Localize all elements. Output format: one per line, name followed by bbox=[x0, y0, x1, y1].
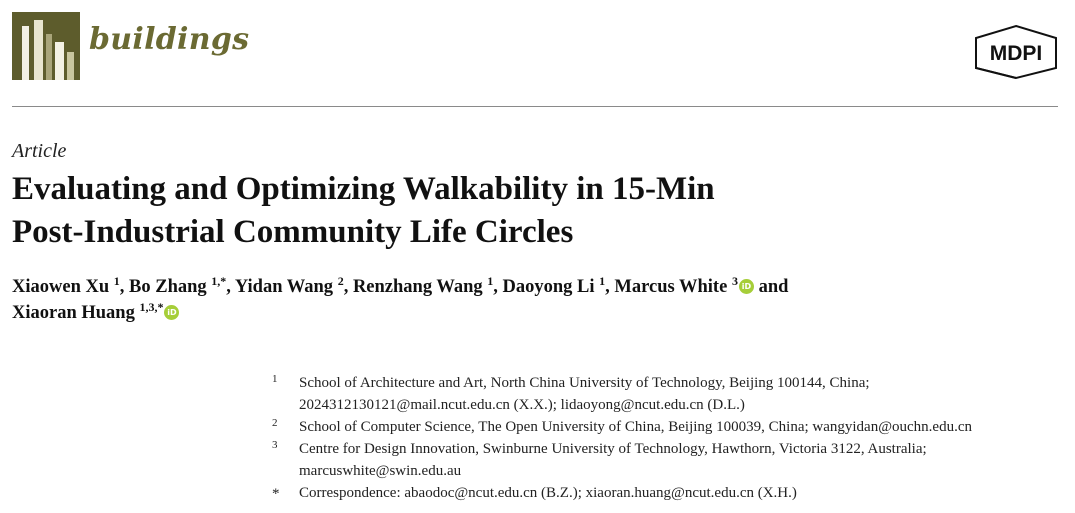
author-name: Renzhang Wang bbox=[352, 277, 483, 297]
author-affiliation-marker: 1 bbox=[599, 274, 606, 288]
affiliation-number: 3 bbox=[272, 439, 278, 451]
orcid-icon[interactable]: iD bbox=[739, 279, 754, 294]
correspondence-marker: * bbox=[272, 486, 280, 502]
affiliation-number: 2 bbox=[272, 417, 278, 429]
publisher-name: MDPI bbox=[989, 42, 1043, 65]
orcid-icon[interactable]: iD bbox=[164, 305, 179, 320]
title-line: Post-Industrial Community Life Circles bbox=[12, 214, 574, 250]
author-name: Marcus White bbox=[614, 277, 728, 297]
affiliation-item bbox=[272, 416, 1072, 438]
author-name: Xiaowen Xu bbox=[12, 277, 110, 297]
article-title bbox=[12, 168, 1012, 254]
journal-name: buildings bbox=[89, 22, 250, 57]
author-name: Daoyong Li bbox=[502, 277, 595, 297]
affiliation-text: Centre for Design Innovation, Swinburne University of Technology, Hawthorn, Victoria 3122, Australia; bbox=[299, 441, 927, 457]
author-name: Yidan Wang bbox=[234, 277, 334, 297]
author-affiliation-marker: 1 bbox=[487, 274, 494, 288]
affiliation-list bbox=[272, 372, 1072, 504]
header-divider bbox=[12, 106, 1058, 107]
affiliation-item bbox=[272, 438, 1072, 482]
affiliation-text: School of Architecture and Art, North China University of Technology, Beijing 100144, China; bbox=[299, 375, 870, 391]
article-type: Article bbox=[12, 140, 67, 162]
buildings-logo-icon bbox=[12, 12, 80, 80]
page-header bbox=[0, 0, 1075, 108]
author-name: Bo Zhang bbox=[129, 277, 207, 297]
mdpi-logo-icon bbox=[972, 24, 1060, 80]
author-affiliation-marker: 2 bbox=[337, 274, 344, 288]
affiliation-text: School of Computer Science, The Open University of China, Beijing 100039, China; wangyidan@ouchn.edu.cn bbox=[299, 419, 973, 435]
author-name: Xiaoran Huang bbox=[12, 303, 135, 323]
affiliation-email: 2024312130121@mail.ncut.edu.cn (X.X.); lidaoyong@ncut.edu.cn (D.L.) bbox=[299, 397, 745, 413]
author-affiliation-marker: 3 bbox=[731, 274, 738, 288]
correspondence-item bbox=[272, 482, 1072, 504]
affiliation-number: 1 bbox=[272, 373, 278, 385]
author-affiliation-marker: 1 bbox=[113, 274, 120, 288]
author-affiliation-marker: 1,* bbox=[211, 274, 227, 288]
title-line: Evaluating and Optimizing Walkability in 15-Min bbox=[12, 171, 715, 207]
author-list: Xiaowen Xu $^1$, Bo Zhang $^{1,*}$, Yidan Wang $^2$, Renzhang Wang $^1$, Daoyong Li $^1$, Marcus White $^3$ iD and Xiaoran Huang $^{1,3,*}$ iD bbox=[12, 274, 789, 323]
affiliation-item bbox=[272, 372, 1072, 416]
affiliation-email: marcuswhite@swin.edu.au bbox=[299, 463, 462, 479]
author-affiliation-marker: 1,3,* bbox=[139, 300, 164, 314]
correspondence-text: Correspondence: abaodoc@ncut.edu.cn (B.Z.); xiaoran.huang@ncut.edu.cn (X.H.) bbox=[299, 485, 797, 501]
